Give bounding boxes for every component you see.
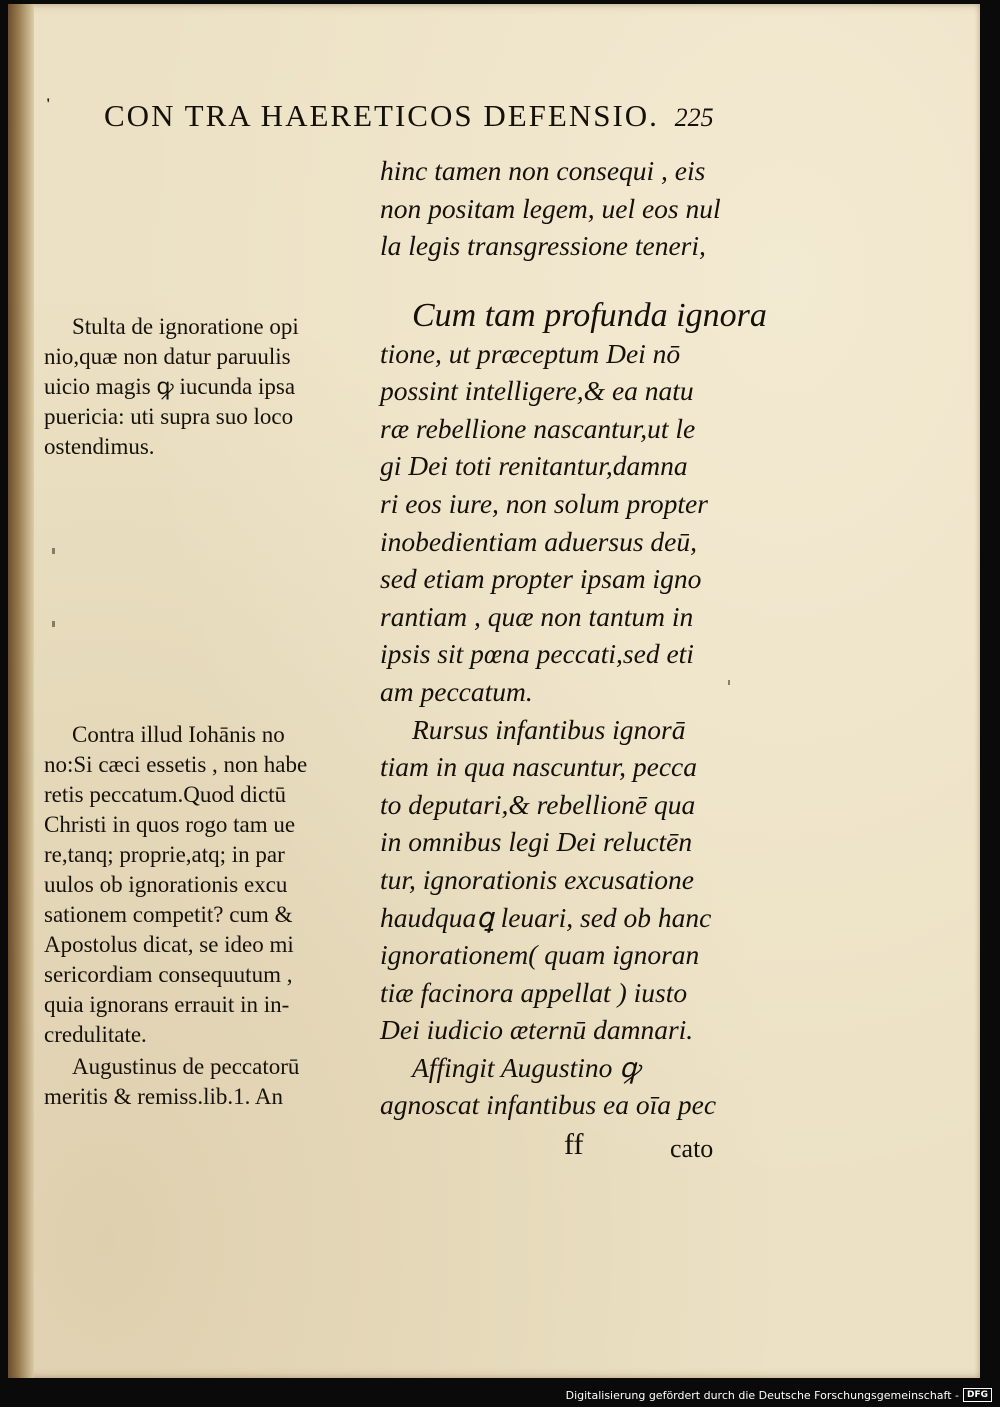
text-line: tione, ut præceptum Dei nō	[380, 337, 681, 369]
margin-line: retis peccatum.Quod dictū	[44, 782, 287, 807]
margin-note-3	[44, 1052, 344, 1112]
margin-line: Stulta de ignoratione opi	[72, 314, 299, 339]
text-line: agnoscat infantibus ea oīa pec	[380, 1089, 717, 1121]
dfg-logo: DFG	[963, 1388, 992, 1402]
text-line: tur, ignorationis excusatione	[380, 863, 694, 895]
credit-text: Digitalisierung gefördert durch die Deutsche Forschungsgemeinschaft -	[565, 1388, 959, 1402]
text-line: gi Dei toti renitantur,damna	[380, 450, 688, 482]
text-line: to deputari,& rebellionē qua	[380, 788, 696, 820]
main-text-block-2	[380, 297, 767, 1124]
margin-note-1	[44, 312, 344, 462]
margin-line: uulos ob ignorationis excu	[44, 872, 288, 897]
text-line: possint intelligere,& ea natu	[380, 375, 694, 407]
margin-line: uicio magis ꝙ iucunda ipsa	[44, 374, 296, 399]
margin-line: puericia: uti supra suo loco	[44, 404, 294, 429]
margin-line: Christi in quos rogo tam ue	[44, 812, 296, 837]
margin-line: quia ignorans errauit in in-	[44, 992, 290, 1017]
text-line: am peccatum.	[380, 675, 533, 707]
margin-line: meritis & remiss.lib.1. An	[44, 1084, 283, 1109]
text-line: ignorationem( quam ignoran	[380, 939, 700, 971]
text-line: ri eos iure, non solum propter	[380, 487, 708, 519]
text-line: in omnibus legi Dei reluctēn	[380, 826, 693, 858]
margin-line: ostendimus.	[44, 434, 155, 459]
header-title: CON TRA HAERETICOS DEFENSIO.	[104, 98, 659, 133]
text-line: tiam in qua nascuntur, pecca	[380, 751, 697, 783]
digitization-credit	[566, 1388, 992, 1402]
paper-speck	[728, 680, 730, 685]
margin-line: Augustinus de peccatorū	[72, 1054, 300, 1079]
paper-speck	[52, 621, 55, 627]
text-line: tiæ facinora appellat ) iusto	[380, 976, 688, 1008]
binding-gutter	[8, 4, 34, 1378]
text-line: la legis transgressione teneri,	[380, 230, 706, 262]
margin-line: sationem competit? cum &	[44, 902, 293, 927]
text-line: rantiam , quæ non tantum in	[380, 600, 694, 632]
text-line: Cum tam profunda ignora	[412, 297, 767, 334]
paper-speck	[52, 548, 55, 554]
text-line: sed etiam propter ipsam igno	[380, 563, 702, 595]
text-line: haudquaꝗ leuari, sed ob hanc	[380, 901, 712, 933]
text-line: non positam legem, uel eos nul	[380, 192, 721, 224]
signature-mark: ff	[564, 1128, 584, 1161]
header-mark: '	[46, 96, 51, 113]
text-line: hinc tamen non consequi , eis	[380, 155, 706, 186]
running-header	[104, 98, 784, 134]
catchword: cato	[670, 1134, 714, 1163]
margin-line: Apostolus dicat, se ideo mi	[44, 932, 294, 957]
margin-line: credulitate.	[44, 1022, 147, 1047]
margin-line: re,tanq; proprie,atq; in par	[44, 842, 285, 867]
main-text-block-1	[380, 152, 760, 265]
margin-line: nio,quæ non datur paruulis	[44, 344, 291, 369]
text-line: Affingit Augustino ꝙ	[412, 1051, 640, 1083]
margin-line: Contra illud Iohānis no	[72, 722, 285, 747]
text-line: ipsis sit pœna peccati,sed eti	[380, 638, 694, 670]
page-number: 225	[674, 103, 714, 132]
text-line: Dei iudicio æternū damnari.	[380, 1014, 694, 1046]
book-page	[8, 4, 980, 1378]
margin-line: no:Si cæci essetis , non habe	[44, 752, 308, 777]
text-line: Rursus infantibus ignorā	[412, 713, 686, 745]
margin-note-2	[44, 720, 344, 1050]
text-line: inobedientiam aduersus deū,	[380, 525, 697, 557]
text-line: ræ rebellione nascantur,ut le	[380, 412, 696, 444]
margin-line: sericordiam consequutum ,	[44, 962, 293, 987]
